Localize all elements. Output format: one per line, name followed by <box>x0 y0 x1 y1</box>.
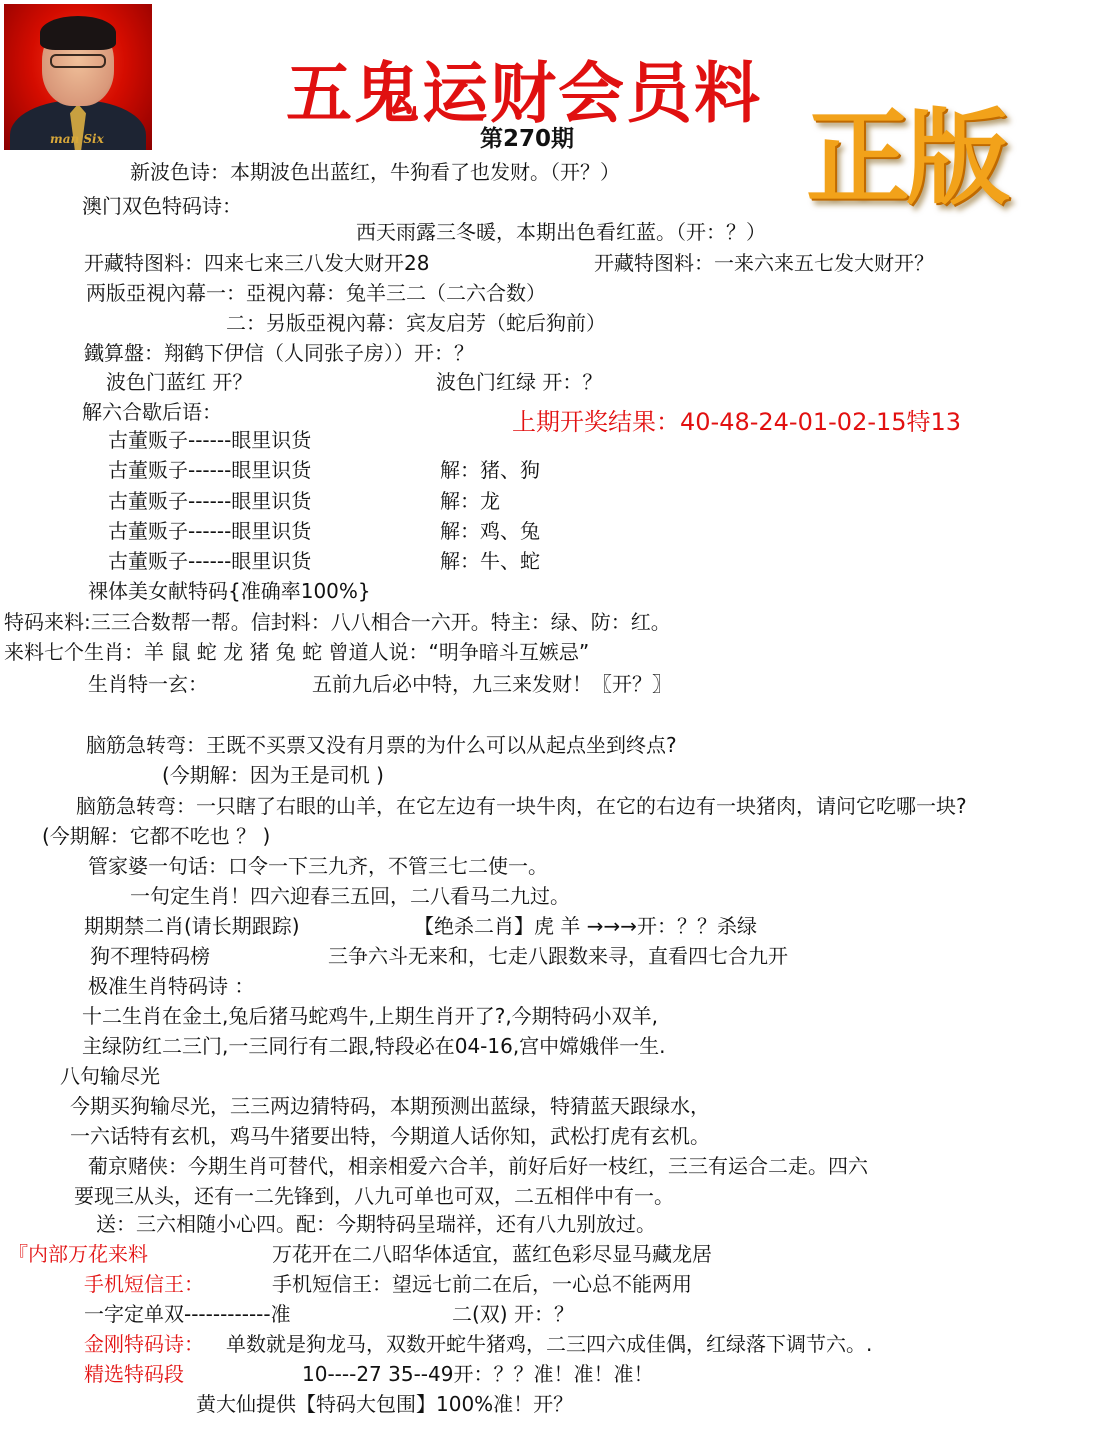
brain-teaser-1: 脑筋急转弯：王既不买票又没有月票的为什么可以从起点坐到终点? <box>86 733 677 757</box>
eight-lines-label: 八句输尽光 <box>60 1064 160 1088</box>
precise-poem-label: 极准生肖特码诗 ： <box>88 974 255 998</box>
goubuli-text: 三争六斗无来和，七走八跟数来寻，直看四七合九开 <box>328 944 788 968</box>
riddle-answer-2: 解：猪、狗 <box>440 458 540 482</box>
brain-teaser-1-answer: (今期解：因为王是司机 ) <box>162 763 384 787</box>
page-title: 五鬼运财会员料 <box>286 54 762 132</box>
riddle-2: 古董贩子------眼里识货 <box>108 458 312 482</box>
photo-signature: man Six <box>50 132 104 146</box>
riddle-answer-5: 解：牛、蛇 <box>440 549 540 573</box>
zodiac-mystery-label: 生肖特一玄： <box>88 672 208 696</box>
zodiac-mystery-text: 五前九后必中特，九三来发财！〖开？〗 <box>312 672 672 696</box>
special-code-offer: 裸体美女献特码{准确率100%} <box>88 579 371 603</box>
riddle-4: 古董贩子------眼里识货 <box>108 519 312 543</box>
single-double-answer: 二(双) 开：？ <box>452 1302 574 1326</box>
precise-poem-2: 主绿防红二三门,一三同行有二跟,特段必在04-16,宫中嫦娥伴一生. <box>82 1034 666 1058</box>
wave-color-poem: 新波色诗：本期波色出蓝红，牛狗看了也发财。（开？） <box>130 160 620 184</box>
sms-king-text: 手机短信王：望远七前二在后，一心总不能两用 <box>272 1272 692 1296</box>
riddle-label: 解六合歇后语： <box>82 400 222 424</box>
eight-lines-2: 一六话特有玄机，鸡马牛猪要出特，今期道人话你知，武松打虎有玄机。 <box>70 1124 710 1148</box>
special-code-source: 特码来料:三三合数帮一帮。信封料：八八相合一六开。特主：绿、防：红。 <box>4 610 671 634</box>
one-sentence-zodiac: 一句定生肖！四六迎春三五回，二八看马二九过。 <box>130 884 570 908</box>
seven-zodiacs: 来料七个生肖：羊 鼠 蛇 龙 猪 兔 蛇 曾道人说：“明争暗斗互嫉忌” <box>4 640 590 664</box>
iron-abacus: 鐵算盤：翔鹤下伊信（人同张子房））开：？ <box>84 341 474 365</box>
lisboa-gambler-1: 葡京赌侠：今期生肖可替代，相亲相爱六合羊，前好后好一枝红，三三有运合二走。四六 <box>88 1154 868 1178</box>
brain-teaser-2: 脑筋急转弯：一只瞎了右眼的山羊，在它左边有一块牛肉，在它的右边有一块猪肉，请问它吃哪一块? <box>76 794 967 818</box>
issue-number: 第270期 <box>480 126 575 152</box>
selected-range-label: 精选特码段 <box>84 1362 184 1386</box>
housekeeper-saying: 管家婆一句话：口令一下三九齐，不管三七二使一。 <box>88 854 548 878</box>
precise-poem-1: 十二生肖在金土,兔后猪马蛇鸡牛,上期生肖开了?,今期特码小双羊, <box>82 1004 659 1028</box>
wong-tai-sin-footer: 黄大仙提供【特码大包围】100%准！开？ <box>196 1392 574 1416</box>
wave-red-green: 波色门红绿 开：？ <box>436 370 603 394</box>
brain-teaser-2-answer: (今期解：它都不吃也 ？ ) <box>42 824 271 848</box>
last-draw-result: 上期开奖结果：40-48-24-01-02-15特13 <box>512 408 962 436</box>
insider-flowers-text: 万花开在二八昭华体适宜，蓝红色彩尽显马藏龙居 <box>272 1242 712 1266</box>
lisboa-gambler-3: 送：三六相随小心四。配：今期特码呈瑞祥，还有八九别放过。 <box>96 1212 656 1236</box>
host-photo <box>4 4 152 150</box>
kaizang-left: 开藏特图料：四来七来三八发大财开28 <box>84 251 430 275</box>
photo-hair <box>40 16 116 50</box>
macau-poem-text: 西天雨露三冬暖，本期出色看红蓝。（开：？） <box>356 220 766 244</box>
atv-insider-2: 二：另版亞視內幕：宾友启芳（蛇后狗前） <box>226 311 606 335</box>
riddle-answer-4: 解：鸡、兔 <box>440 519 540 543</box>
eight-lines-1: 今期买狗输尽光，三三两边猜特码，本期预测出蓝绿，特猜蓝天跟绿水， <box>70 1094 710 1118</box>
kill-two-zodiacs: 【绝杀二肖】虎 羊 →→→开：？？杀绿 <box>414 914 757 938</box>
photo-glasses <box>50 54 106 68</box>
riddle-3: 古董贩子------眼里识货 <box>108 489 312 513</box>
lisboa-gambler-2: 要现三从头，还有一二先锋到，八九可单也可双，二五相伴中有一。 <box>74 1184 674 1208</box>
selected-range-text: 10----27 35--49开：？？准！准！准！ <box>302 1362 654 1386</box>
insider-flowers-label: 『内部万花来料 <box>8 1242 148 1266</box>
banned-two-zodiacs: 期期禁二肖(请长期跟踪) <box>84 914 300 938</box>
authentic-stamp: 正版 <box>806 96 1007 219</box>
wave-blue-red: 波色门蓝红 开？ <box>106 370 253 394</box>
sms-king-label: 手机短信王： <box>84 1272 204 1296</box>
goubuli-label: 狗不理特码榜 <box>90 944 210 968</box>
diamond-poem-label: 金刚特码诗： <box>84 1332 204 1356</box>
riddle-5: 古董贩子------眼里识货 <box>108 549 312 573</box>
single-double-label: 一字定单双------------准 <box>84 1302 291 1326</box>
atv-insider-1: 两版亞視內幕一：亞視內幕：兔羊三二（二六合数） <box>86 281 546 305</box>
diamond-poem-text: 单数就是狗龙马，双数开蛇牛猪鸡，二三四六成佳偶，红绿落下调节六。. <box>226 1332 873 1356</box>
kaizang-right: 开藏特图料：一来六来五七发大财开？ <box>594 251 934 275</box>
riddle-1: 古董贩子------眼里识货 <box>108 428 312 452</box>
macau-poem-label: 澳门双色特码诗： <box>82 194 242 218</box>
riddle-answer-3: 解：龙 <box>440 489 500 513</box>
